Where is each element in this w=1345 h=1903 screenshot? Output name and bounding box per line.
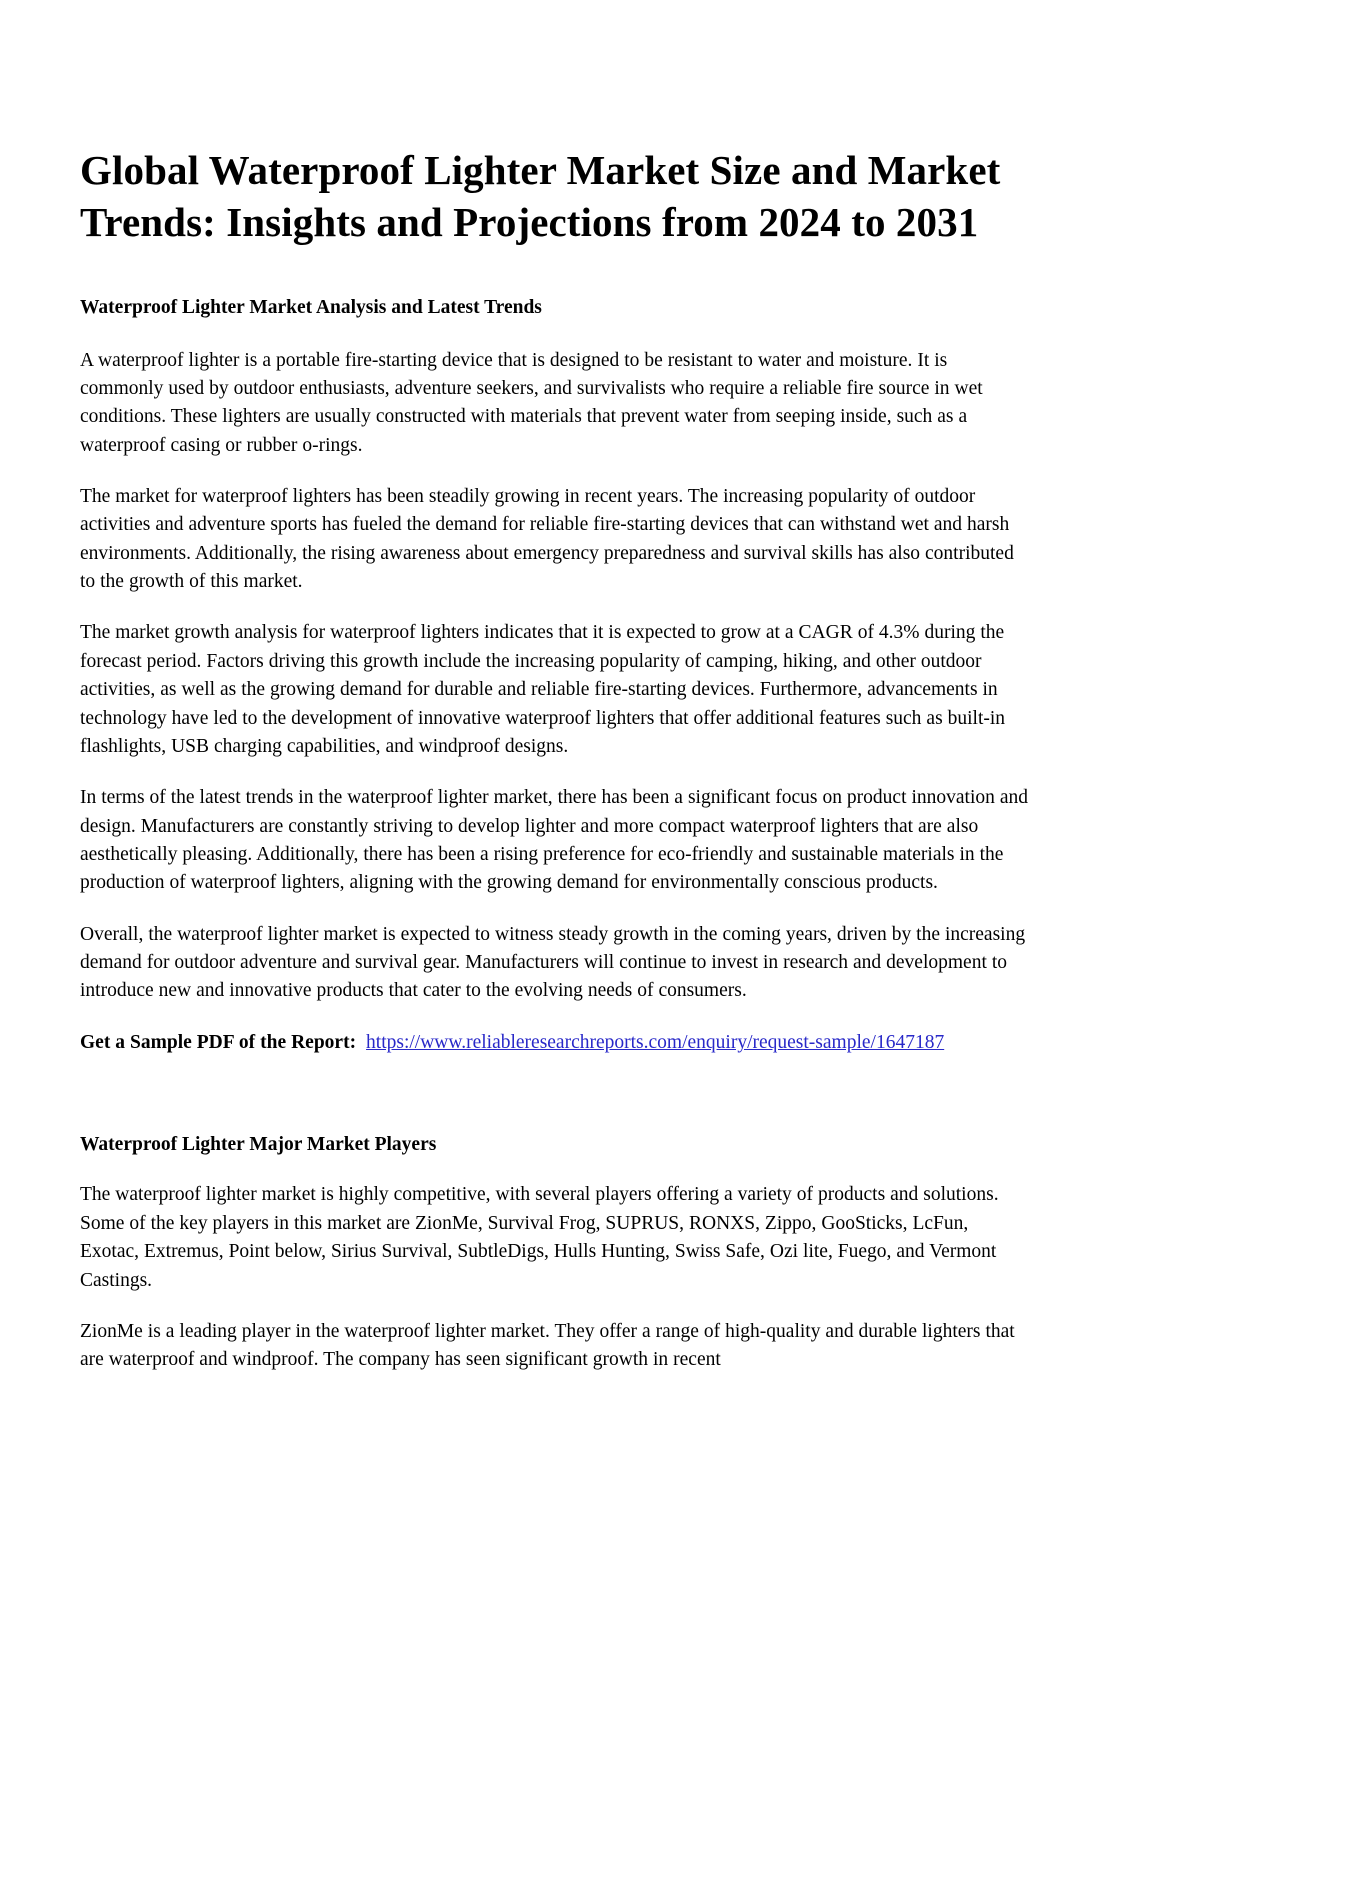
paragraph-outlook: Overall, the waterproof lighter market is expected to witness steady growth in the coming years, driven by the increasing demand for outdoor adventure and survival gear. Manufacturers will continue to invest in research and development to introduce new and innovative products that cater to the evolving needs of consumers.: [80, 923, 1026, 1002]
document-content-column: [80, 0, 1032, 1375]
page-title: Global Waterproof Lighter Market Size and Market Trends: Insights and Projections from 2024 to 2031: [80, 147, 1001, 245]
paragraph-market-growth-drivers: The market for waterproof lighters has been steadily growing in recent years. The increasing popularity of outdoor activities and adventure sports has fueled the demand for reliable fire-starting devices that can withstand wet and harsh environments. Additionally, the rising awareness about emergency preparedness and survival skills has also contributed to the growth of this market.: [80, 486, 1014, 593]
paragraph-latest-trends: In terms of the latest trends in the waterproof lighter market, there has been a significant focus on product innovation and design. Manufacturers are constantly striving to develop lighter and more compact waterproof lighters that are also aesthetically pleasing. Additionally, there has been a rising preference for eco-friendly and sustainable materials in the production of waterproof lighters, aligning with the growing demand for environmentally conscious products.: [80, 787, 1028, 894]
paragraph-zionme-profile: ZionMe is a leading player in the waterproof lighter market. They offer a range of high-quality and durable lighters that are waterproof and windproof. The company has seen significant growth in recent: [80, 1320, 1015, 1371]
paragraph-cagr-analysis: The market growth analysis for waterproof lighters indicates that it is expected to grow at a CAGR of 4.3% during the forecast period. Factors driving this growth include the increasing popularity of camping, hiking, and other outdoor activities, as well as the growing demand for durable and reliable fire-starting devices. Furthermore, advancements in technology have led to the development of innovative waterproof lighters that offer additional features such as built-in flashlights, USB charging capabilities, and windproof designs.: [80, 622, 1006, 757]
section-heading-market-analysis: Waterproof Lighter Market Analysis and Latest Trends: [80, 297, 542, 319]
sample-pdf-label: Get a Sample PDF of the Report:: [80, 1031, 357, 1053]
section-heading-major-players: Waterproof Lighter Major Market Players: [80, 1134, 437, 1156]
sample-pdf-line: [80, 1006, 1032, 1057]
paragraph-definition: A waterproof lighter is a portable fire-starting device that is designed to be resistant to water and moisture. It is commonly used by outdoor enthusiasts, adventure seekers, and survivalists who require a reliable fire source in wet conditions. These lighters are usually constructed with materials that prevent water from seeping inside, such as a waterproof casing or rubber o-rings.: [80, 349, 983, 456]
paragraph-competitive-landscape: The waterproof lighter market is highly competitive, with several players offering a variety of products and solutions. Some of the key players in this market are ZionMe, Survival Frog, SUPRUS, RONXS, Zippo, GooSticks, LcFun, Exotac, Extremus, Point below, Sirius Survival, SubtleDigs, Hulls Hunting, Swiss Safe, Ozi lite, Fuego, and Vermont Castings.: [80, 1184, 999, 1291]
sample-pdf-link[interactable]: https://www.reliableresearchreports.com/enquiry/request-sample/1647187: [366, 1031, 945, 1053]
